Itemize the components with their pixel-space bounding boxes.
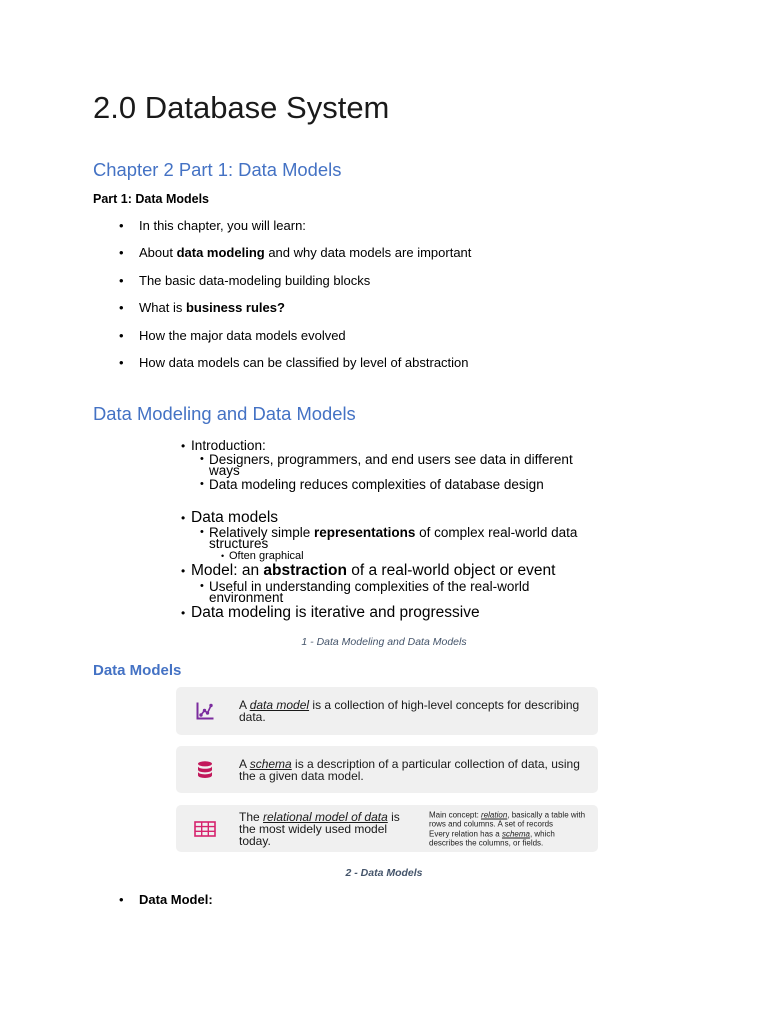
card-text-part: is a collection of high-level concepts for describing data. xyxy=(239,698,580,724)
list-item xyxy=(139,218,306,234)
list-item xyxy=(139,300,285,316)
list-item-text: How data models can be classified by level of abstraction xyxy=(139,355,469,370)
list-item-emphasis: business rules? xyxy=(185,300,285,315)
figure-caption: 2 - Data Models xyxy=(345,867,423,879)
page-title: 2.0 Database System xyxy=(93,90,390,125)
list-item-text: In this chapter, you will learn: xyxy=(139,218,306,233)
card-note xyxy=(429,829,588,847)
slide-bullet-data-models: • Data models xyxy=(191,510,278,526)
list-item-text: About xyxy=(139,245,177,260)
list-item-text: How the major data models evolved xyxy=(139,328,346,343)
slide-subbullet: • Data modeling reduces complexities of database design xyxy=(209,479,584,490)
database-icon xyxy=(195,760,215,780)
chapter-heading: Chapter 2 Part 1: Data Models xyxy=(93,159,342,180)
section-heading: Data Modeling and Data Models xyxy=(93,403,356,424)
part-label: Part 1: Data Models xyxy=(93,192,210,206)
list-item-text: What is xyxy=(139,300,186,315)
slide-emphasis: abstraction xyxy=(263,562,347,579)
note-text: , basically a table with rows and columns. A set of records xyxy=(429,810,586,828)
slide-bullet-model xyxy=(191,563,555,579)
slide-bullet-introduction: • Introduction: xyxy=(191,439,266,453)
card-text-part: A xyxy=(239,756,250,771)
line-chart-icon xyxy=(195,701,215,721)
card-text-part: A xyxy=(239,698,250,712)
slide-emphasis: representations xyxy=(314,524,416,540)
slide-subsubbullet: • Often graphical xyxy=(229,550,304,562)
list-item xyxy=(139,355,469,371)
note-text: Every relation has a xyxy=(429,829,502,838)
card-term: schema xyxy=(249,756,292,771)
list-item-emphasis: data modeling xyxy=(176,245,265,260)
slide-text: of complex real-world data structures xyxy=(209,524,578,551)
figure-data-modeling-slide xyxy=(178,437,590,627)
definition-card xyxy=(176,687,598,735)
table-grid-icon xyxy=(194,819,216,839)
note-term: relation xyxy=(481,810,508,819)
note-term: schema xyxy=(501,829,530,838)
card-term: relational model of data xyxy=(263,809,388,824)
list-item-text: The basic data-modeling building blocks xyxy=(139,273,371,288)
definition-card xyxy=(176,746,598,793)
slide-subbullet: • Useful in understanding complexities of the real-world environment xyxy=(209,581,584,603)
card-text-part: is the most widely used model today. xyxy=(239,809,400,848)
note-text: Main concept: xyxy=(429,810,482,819)
definition-card xyxy=(176,805,598,852)
note-text: , which describes the columns, or fields. xyxy=(429,829,555,847)
list-item xyxy=(139,273,370,289)
list-item xyxy=(139,245,471,261)
list-item-text: and why data models are important xyxy=(264,245,472,260)
slide-subbullet xyxy=(209,524,584,551)
card-notes xyxy=(429,810,588,847)
card-text xyxy=(239,699,595,723)
card-text xyxy=(239,811,411,847)
slide-bullet-iterative: • Data modeling is iterative and progressive xyxy=(191,605,480,621)
card-text-part: The xyxy=(239,809,264,824)
slide-text: Relatively simple xyxy=(209,524,315,540)
figure-caption: 1 - Data Modeling and Data Models xyxy=(301,636,467,648)
slide-text: of a real-world object or event xyxy=(346,562,556,579)
card-text-part: is a description of a particular collection of data, using the a given data model. xyxy=(239,756,580,783)
card-term: data model xyxy=(249,698,310,712)
subsection-heading: Data Models xyxy=(93,662,182,679)
card-text xyxy=(239,758,595,782)
slide-text: Model: an xyxy=(191,562,264,579)
list-item xyxy=(139,328,346,344)
card-note xyxy=(429,810,588,828)
slide-subbullet: • Designers, programmers, and end users see data in different ways xyxy=(209,454,584,476)
list-item: • Data Model: xyxy=(139,892,213,908)
